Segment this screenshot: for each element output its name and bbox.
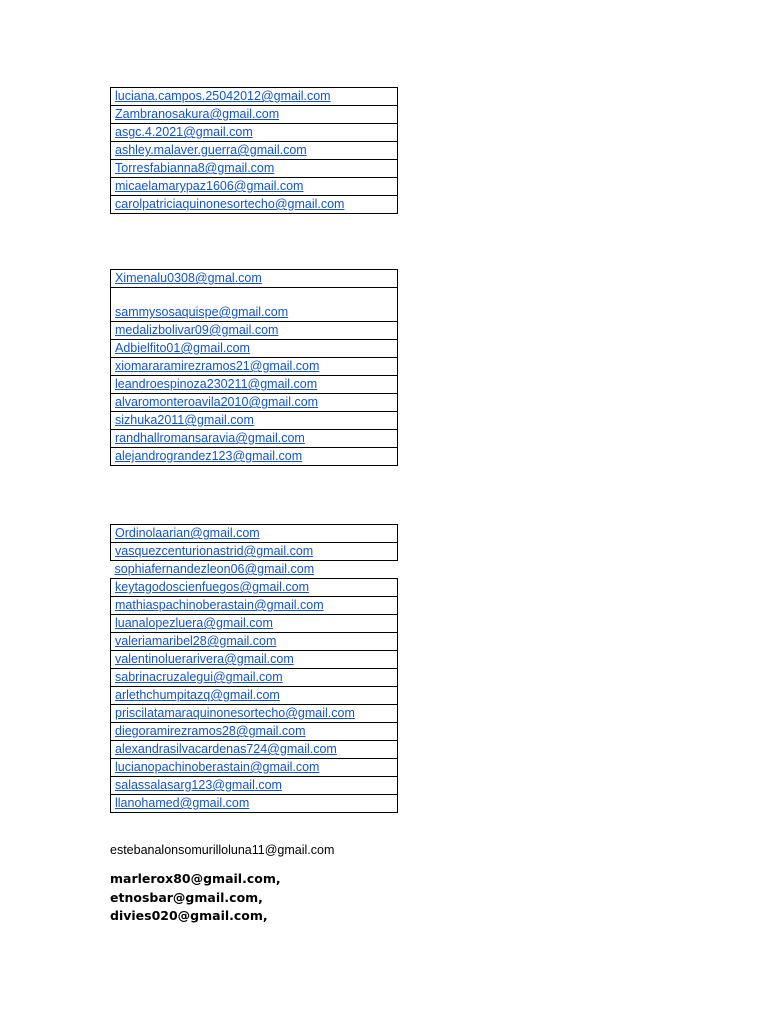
email-link[interactable]: diegoramirezramos28@gmail.com bbox=[115, 724, 306, 738]
email-link[interactable]: salassalasarg123@gmail.com bbox=[115, 778, 282, 792]
table-row bbox=[111, 615, 398, 633]
email-link[interactable]: ashley.malaver.guerra@gmail.com bbox=[115, 143, 307, 157]
email-link[interactable]: xiomararamirezramos21@gmail.com bbox=[115, 359, 320, 373]
table-row bbox=[111, 430, 398, 448]
email-link[interactable]: alexandrasilvacardenas724@gmail.com bbox=[115, 742, 337, 756]
email-table-2 bbox=[110, 269, 398, 466]
email-link[interactable]: asgc.4.2021@gmail.com bbox=[115, 125, 253, 139]
table-row bbox=[111, 543, 398, 561]
table-row bbox=[111, 448, 398, 466]
table-row bbox=[111, 651, 398, 669]
table-row bbox=[111, 124, 398, 142]
email-link[interactable]: Ximenalu0308@gmal.com bbox=[115, 271, 262, 285]
table-row bbox=[111, 412, 398, 430]
email-link[interactable]: Torresfabianna8@gmail.com bbox=[115, 161, 275, 175]
table-row bbox=[111, 633, 398, 651]
email-link[interactable]: lucianopachinoberastain@gmail.com bbox=[115, 760, 320, 774]
table-row bbox=[111, 579, 398, 597]
table-row bbox=[111, 88, 398, 106]
email-link[interactable]: Zambranosakura@gmail.com bbox=[115, 107, 280, 121]
table-row bbox=[111, 597, 398, 615]
table-row bbox=[111, 106, 398, 124]
table-row bbox=[111, 525, 398, 543]
email-link[interactable]: valentinoluerarivera@gmail.com bbox=[115, 652, 294, 666]
email-link[interactable]: leandroespinoza230211@gmail.com bbox=[115, 377, 318, 391]
email-link[interactable]: valeriamaribel28@gmail.com bbox=[115, 634, 277, 648]
bold-email: marlerox80@gmail.com, bbox=[110, 871, 281, 886]
table-row bbox=[111, 705, 398, 723]
email-link[interactable]: randhallromansaravia@gmail.com bbox=[115, 431, 305, 445]
table-row bbox=[111, 160, 398, 178]
email-link[interactable]: keytagodoscienfuegos@gmail.com bbox=[115, 580, 310, 594]
email-table-1 bbox=[110, 87, 398, 214]
email-link[interactable]: Adbielfito01@gmail.com bbox=[115, 341, 250, 355]
table-row bbox=[111, 561, 398, 579]
email-link[interactable]: priscilatamaraquinonesortecho@gmail.com bbox=[115, 706, 355, 720]
table-row bbox=[111, 687, 398, 705]
email-link[interactable]: sammysosaquispe@gmail.com bbox=[115, 305, 289, 319]
plain-email: estebanalonsomurilloluna11@gmail.com bbox=[110, 843, 335, 857]
email-link[interactable]: alejandrograndez123@gmail.com bbox=[115, 449, 303, 463]
email-link[interactable]: micaelamarypaz1606@gmail.com bbox=[115, 179, 304, 193]
table-row bbox=[111, 322, 398, 340]
table-row bbox=[111, 270, 398, 288]
email-link[interactable]: sophiafernandezleon06@gmail.com bbox=[114, 562, 315, 576]
bold-email-list bbox=[110, 870, 281, 926]
email-link[interactable]: alvaromonteroavila2010@gmail.com bbox=[115, 395, 319, 409]
email-link[interactable]: llanohamed@gmail.com bbox=[115, 796, 250, 810]
email-link[interactable]: medalizbolivar09@gmail.com bbox=[115, 323, 279, 337]
table-row bbox=[111, 669, 398, 687]
table-row bbox=[111, 358, 398, 376]
table-row bbox=[111, 394, 398, 412]
table-row bbox=[111, 376, 398, 394]
table-row bbox=[111, 759, 398, 777]
table-row bbox=[111, 741, 398, 759]
email-link[interactable]: luanalopezluera@gmail.com bbox=[115, 616, 273, 630]
email-link[interactable]: arlethchumpitazq@gmail.com bbox=[115, 688, 280, 702]
table-row bbox=[111, 777, 398, 795]
email-link[interactable]: carolpatriciaquinonesortecho@gmail.com bbox=[115, 197, 345, 211]
email-link[interactable]: Ordinolaarian@gmail.com bbox=[115, 526, 260, 540]
email-table-3 bbox=[110, 524, 398, 813]
email-link[interactable]: sizhuka2011@gmail.com bbox=[115, 413, 254, 427]
email-link[interactable]: luciana.campos.25042012@gmail.com bbox=[115, 89, 331, 103]
bold-email: divies020@gmail.com, bbox=[110, 908, 268, 923]
table-row bbox=[111, 723, 398, 741]
bold-email: etnosbar@gmail.com, bbox=[110, 889, 263, 905]
table-row bbox=[111, 142, 398, 160]
email-link[interactable]: mathiaspachinoberastain@gmail.com bbox=[115, 598, 324, 612]
email-link[interactable]: sabrinacruzalegui@gmail.com bbox=[115, 670, 283, 684]
table-row bbox=[111, 288, 398, 322]
table-row bbox=[111, 340, 398, 358]
table-row bbox=[111, 795, 398, 813]
email-link[interactable]: vasquezcenturionastrid@gmail.com bbox=[115, 544, 314, 558]
table-row bbox=[111, 178, 398, 196]
table-row bbox=[111, 196, 398, 214]
